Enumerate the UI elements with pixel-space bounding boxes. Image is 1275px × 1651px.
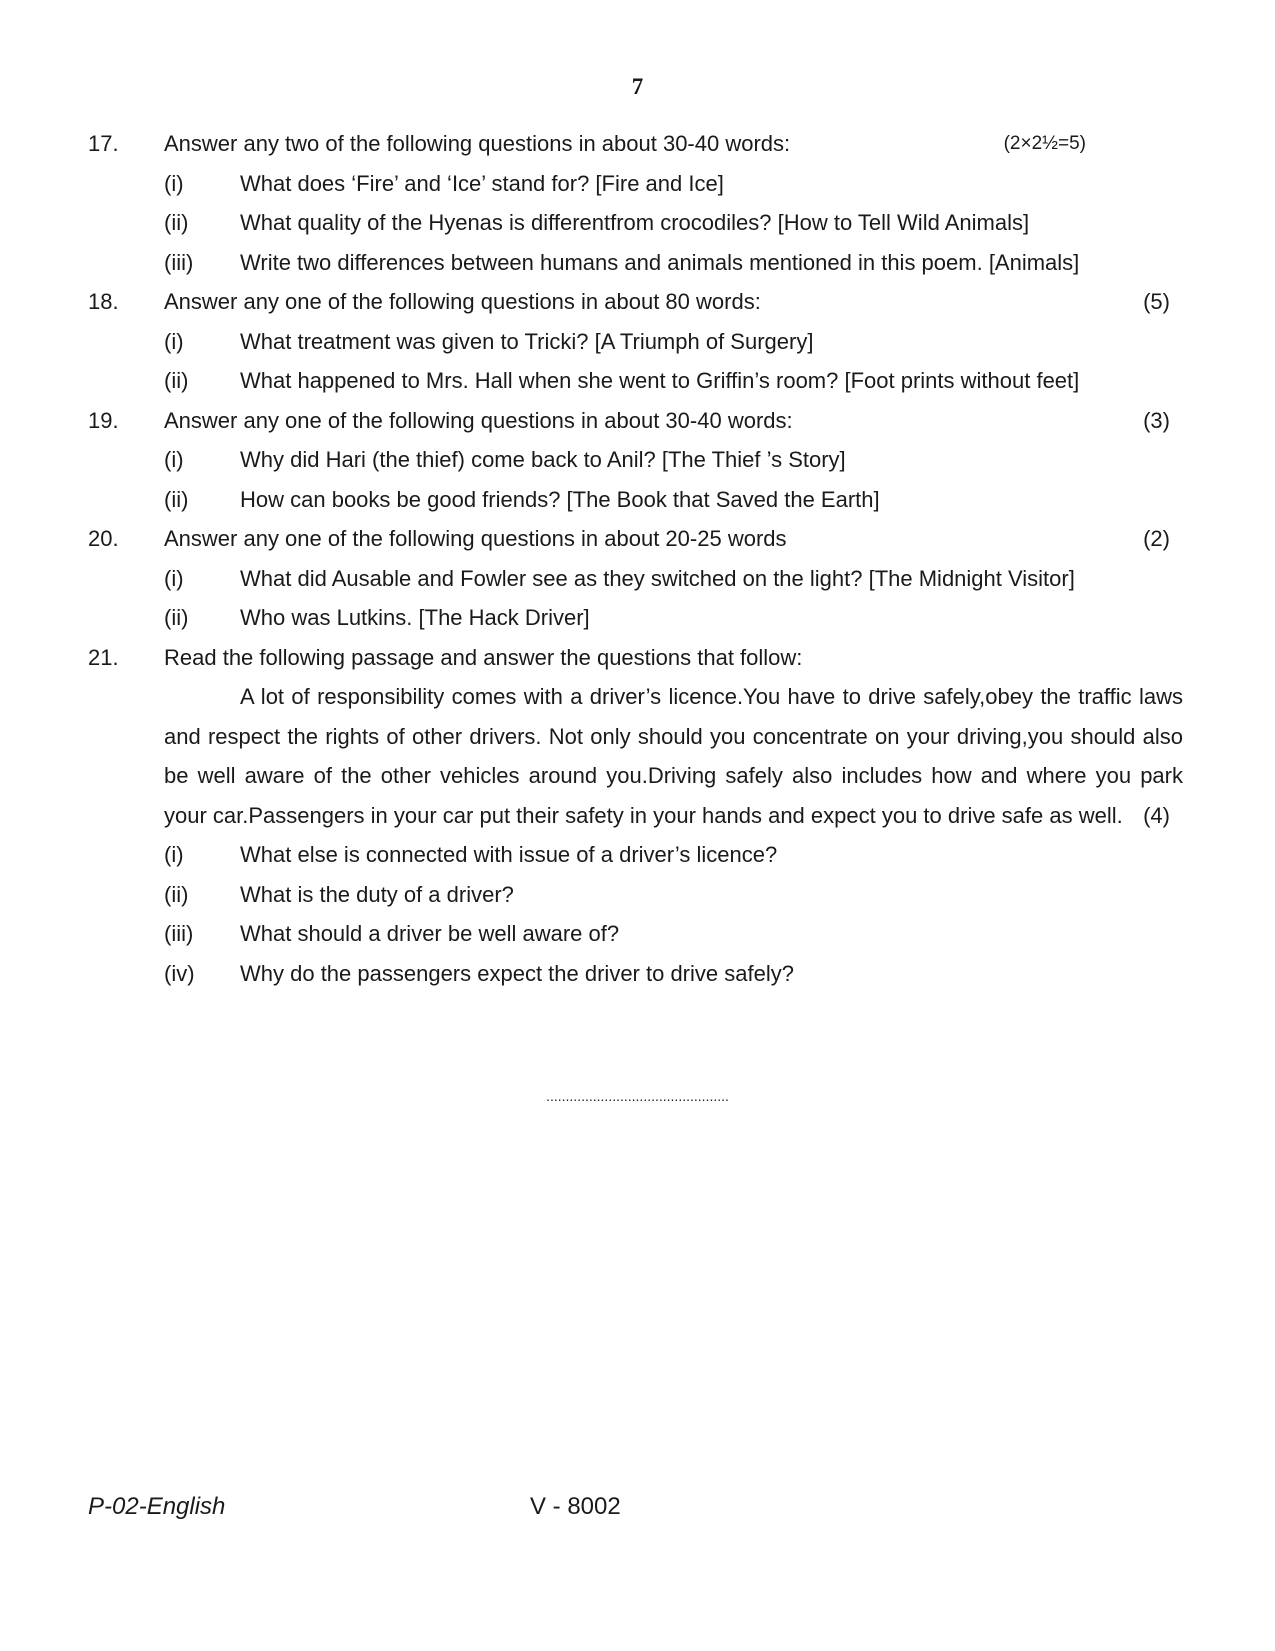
sub-question-text: What is the duty of a driver?: [240, 881, 514, 907]
sub-question-number: (i): [164, 842, 184, 867]
sub-question: [0, 322, 1275, 362]
sub-question-number: (i): [164, 447, 184, 472]
sub-question-number: (iii): [164, 921, 194, 946]
sub-question-text: What treatment was given to Tricki? [A Triumph of Surgery]: [240, 328, 814, 354]
sub-question: [0, 243, 1275, 283]
sub-question: [0, 914, 1275, 954]
sub-question-text: What did Ausable and Fowler see as they switched on the light? [The Midnight Visitor]: [240, 565, 1075, 591]
question-text: Answer any one of the following questions in about 80 words:: [164, 289, 761, 314]
sub-question: [0, 559, 1275, 599]
sub-question-text: Who was Lutkins. [The Hack Driver]: [240, 605, 590, 630]
sub-question-text: What happened to Mrs. Hall when she went to Griffin’s room? [Foot prints without feet]: [240, 368, 1080, 393]
question-text: Answer any one of the following questions in about 20-25 words: [164, 526, 787, 551]
sub-question-text: Why did Hari (the thief) come back to Anil? [The Thief ’s Story]: [240, 447, 846, 472]
question-marks: (4): [1143, 802, 1170, 828]
question-20: [0, 519, 1275, 559]
sub-question-text: What else is connected with issue of a driver’s licence?: [240, 842, 778, 867]
sub-question: [0, 440, 1275, 480]
question-17: [0, 124, 1275, 164]
sub-question-number: (iv): [164, 960, 195, 986]
sub-question-text: How can books be good friends? [The Book that Saved the Earth]: [240, 486, 880, 512]
sub-question-number: (ii): [164, 605, 189, 630]
sub-question-text: Write two differences between humans and animals mentioned in this poem. [Animals]: [240, 249, 1080, 275]
sub-question-number: (iii): [164, 249, 194, 275]
sub-question: [0, 480, 1275, 520]
footer-series-code: V - 8002: [530, 1493, 621, 1520]
sub-question-number: (ii): [164, 210, 189, 235]
sub-question-text: What quality of the Hyenas is differentfrom crocodiles? [How to Tell Wild Animals]: [240, 210, 1030, 235]
footer-paper-code: P-02-English: [88, 1493, 226, 1520]
question-text: Answer any one of the following questions in about 30-40 words:: [164, 407, 793, 433]
question-18: [0, 282, 1275, 322]
sub-question: [0, 203, 1275, 243]
sub-question-text: Why do the passengers expect the driver to drive safely?: [240, 960, 794, 986]
question-number: 21.: [88, 644, 119, 670]
sub-question-number: (i): [164, 565, 184, 591]
sub-question: [0, 835, 1275, 875]
sub-question-number: (ii): [164, 368, 189, 393]
page-number: 7: [631, 74, 644, 99]
question-number: 18.: [88, 289, 119, 314]
sub-question: [0, 954, 1275, 994]
question-marks: (3): [1143, 407, 1170, 433]
question-text: Answer any two of the following questions in about 30-40 words:: [164, 131, 791, 156]
sub-question-number: (i): [164, 328, 184, 354]
question-number: 19.: [88, 407, 119, 433]
sub-question-text: What should a driver be well aware of?: [240, 921, 620, 946]
sub-question-number: (i): [164, 170, 184, 196]
sub-question: [0, 875, 1275, 915]
reading-passage: A lot of responsibility comes with a driver’s licence.You have to drive safely,obey the traffic laws and respect the rights of other drivers. Not only should you concentrate on your driving,you should also be well aware of the other vehicles around you.Driving safely also includes how and where you park your car.Passengers in your car put their safety in your hands and expect you to drive safe as well.: [164, 684, 1183, 828]
sub-question: [0, 598, 1275, 638]
sub-question-number: (ii): [164, 486, 189, 512]
sub-question-number: (ii): [164, 881, 189, 907]
end-of-paper-marker: ...............................................: [546, 1088, 729, 1104]
question-19: [0, 401, 1275, 441]
sub-question-text: What does ‘Fire’ and ‘Ice’ stand for? [Fire and Ice]: [240, 170, 724, 196]
sub-question: [0, 361, 1275, 401]
question-text: Read the following passage and answer the questions that follow:: [164, 644, 803, 670]
question-list: [0, 124, 1275, 993]
question-21: [0, 638, 1275, 678]
question-number: 20.: [88, 526, 119, 551]
question-marks: (2×2½=5): [1003, 133, 1086, 154]
question-marks: (2): [1143, 526, 1170, 551]
sub-question: [0, 164, 1275, 204]
question-marks: (5): [1143, 289, 1170, 314]
question-number: 17.: [88, 131, 119, 156]
